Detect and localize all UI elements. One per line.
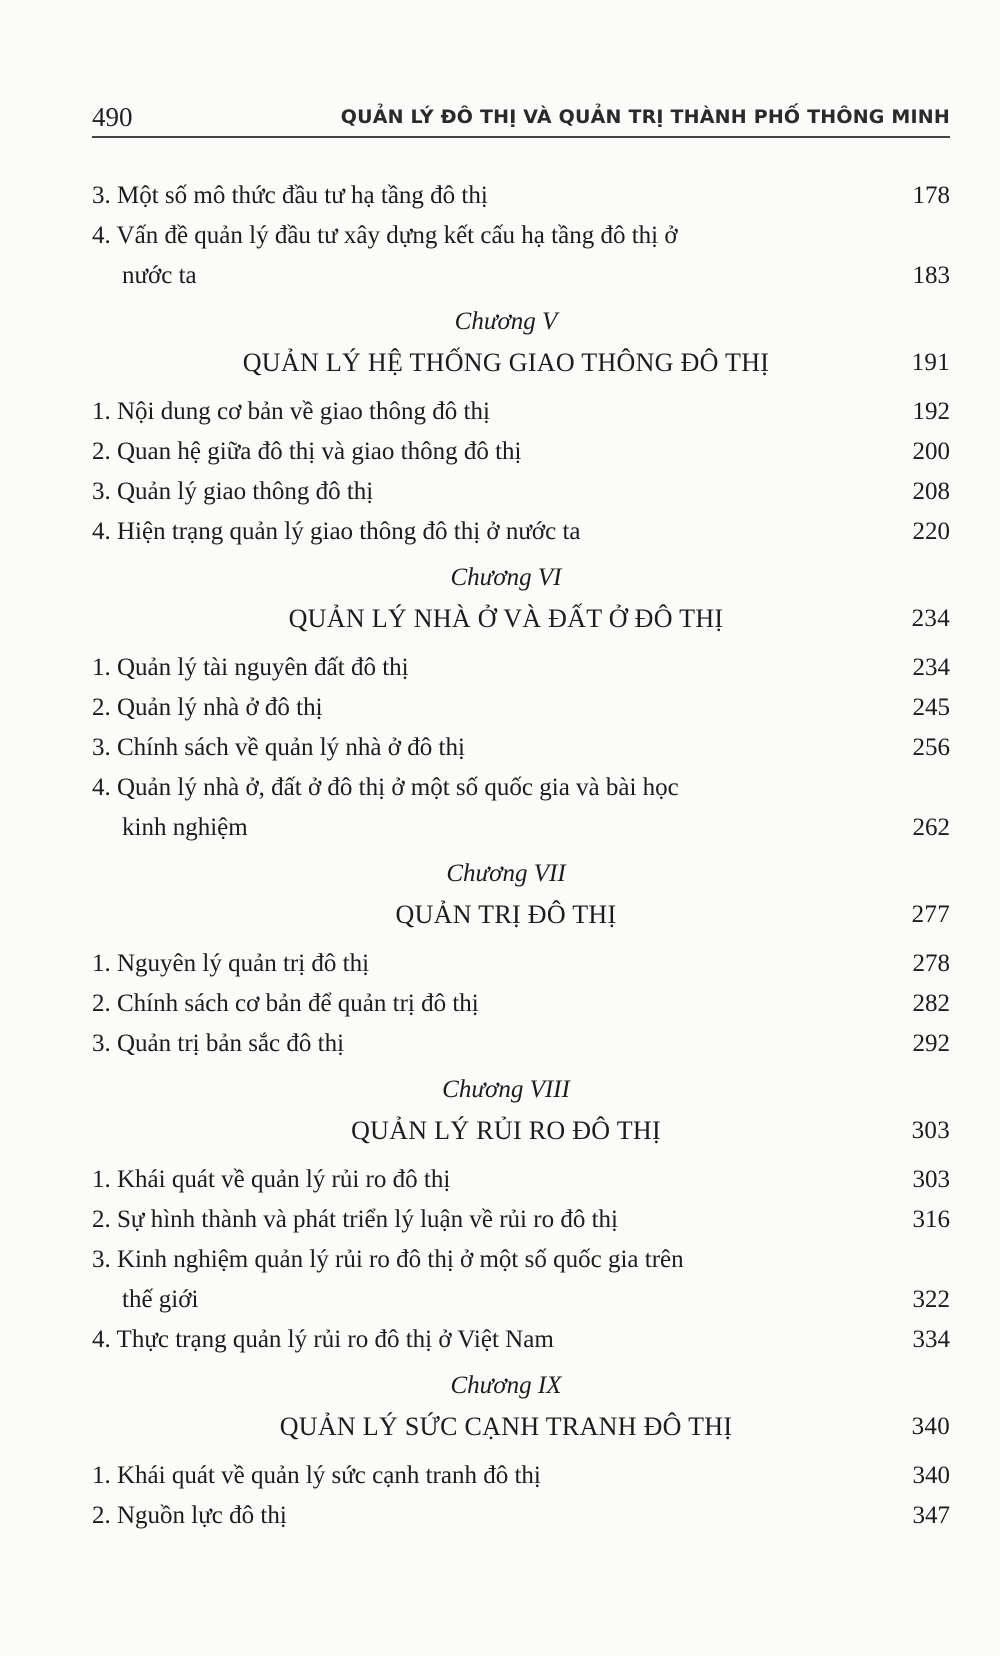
toc-entry-label: 2. Sự hình thành và phát triển lý luận về rủi ro đô thị — [92, 1206, 618, 1233]
toc-entry-label: 3. Quản trị bản sắc đô thị — [92, 1030, 345, 1057]
toc-entry-label: 1. Nội dung cơ bản về giao thông đô thị — [92, 398, 490, 425]
toc-entry-label: 3. Quản lý giao thông đô thị — [92, 478, 374, 505]
toc-entry-page: 234 — [912, 654, 950, 681]
toc-entry — [92, 984, 950, 1024]
toc-entry-page: 245 — [912, 694, 950, 721]
toc-entry-page: 303 — [912, 1166, 950, 1193]
toc-entry-page: 200 — [912, 438, 950, 465]
toc-entry-label: 4. Thực trạng quản lý rủi ro đô thị ở Việt Nam — [92, 1326, 554, 1353]
chapter-title-text: QUẢN LÝ NHÀ Ở VÀ ĐẤT Ở ĐÔ THỊ — [288, 604, 724, 633]
toc-entry-page: 292 — [912, 1030, 950, 1057]
page-header — [92, 96, 950, 138]
toc-entry-label: 2. Quản lý nhà ở đô thị — [92, 694, 323, 721]
table-of-contents — [92, 176, 950, 1536]
chapter-title — [92, 598, 950, 640]
toc-entry — [92, 688, 950, 728]
toc-entry — [92, 1160, 950, 1200]
toc-entry — [92, 392, 950, 432]
chapter-label: Chương VI — [450, 564, 562, 591]
toc-entry-label-line1: 3. Kinh nghiệm quản lý rủi ro đô thị ở một số quốc gia trên — [92, 1246, 684, 1273]
toc-entry — [92, 472, 950, 512]
toc-entry-page: 282 — [912, 990, 950, 1017]
chapter-title-text: QUẢN LÝ RỦI RO ĐÔ THỊ — [351, 1116, 661, 1145]
toc-entry-label: 2. Quan hệ giữa đô thị và giao thông đô thị — [92, 438, 522, 465]
toc-entry-page: 278 — [912, 950, 950, 977]
chapter-page: 234 — [911, 605, 950, 632]
toc-entry-page: 192 — [912, 398, 950, 425]
chapter-title-text: QUẢN LÝ HỆ THỐNG GIAO THÔNG ĐÔ THỊ — [242, 348, 770, 377]
toc-entry-label-line2: nước ta — [122, 262, 197, 289]
running-title: QUẢN LÝ ĐÔ THỊ VÀ QUẢN TRỊ THÀNH PHỐ THÔNG MINH — [340, 106, 950, 128]
toc-entry — [92, 1496, 950, 1536]
chapter-label: Chương VII — [446, 860, 566, 887]
toc-entry — [92, 512, 950, 552]
toc-entry-label-line1: 4. Vấn đề quản lý đầu tư xây dựng kết cấu hạ tầng đô thị ở — [92, 222, 678, 249]
toc-entry-page: 334 — [912, 1326, 950, 1353]
toc-entry-page: 322 — [912, 1286, 950, 1313]
toc-entry-label-line1: 4. Quản lý nhà ở, đất ở đô thị ở một số quốc gia và bài học — [92, 774, 679, 801]
chapter-title-text: QUẢN TRỊ ĐÔ THỊ — [395, 900, 617, 929]
chapter-page: 340 — [911, 1413, 950, 1440]
chapter-title — [92, 1110, 950, 1152]
chapter-page: 191 — [911, 349, 950, 376]
toc-entry-page: 262 — [912, 814, 950, 841]
page-number: 490 — [92, 102, 133, 132]
toc-entry — [92, 216, 950, 296]
chapter-title — [92, 342, 950, 384]
toc-entry-label — [92, 768, 950, 848]
toc-entry-page: 220 — [912, 518, 950, 545]
toc-entry — [92, 944, 950, 984]
toc-entry-page: 208 — [912, 478, 950, 505]
toc-entry-page: 178 — [912, 182, 950, 209]
toc-entry-page: 316 — [912, 1206, 950, 1233]
chapter-title-text: QUẢN LÝ SỨC CẠNH TRANH ĐÔ THỊ — [279, 1412, 733, 1441]
toc-entry — [92, 768, 950, 848]
toc-entry — [92, 1320, 950, 1360]
chapter-label: Chương VIII — [442, 1076, 570, 1103]
toc-entry — [92, 648, 950, 688]
toc-entry-label — [92, 1240, 950, 1320]
toc-entry-label: 3. Một số mô thức đầu tư hạ tầng đô thị — [92, 182, 488, 209]
toc-entry — [92, 1200, 950, 1240]
toc-entry-page: 347 — [912, 1502, 950, 1529]
toc-entry-page: 183 — [912, 262, 950, 289]
toc-entry — [92, 176, 950, 216]
chapter-label: Chương IX — [450, 1372, 562, 1399]
toc-entry — [92, 1024, 950, 1064]
toc-entry-page: 340 — [912, 1462, 950, 1489]
toc-entry — [92, 1456, 950, 1496]
toc-entry-label: 2. Chính sách cơ bản để quản trị đô thị — [92, 990, 479, 1017]
chapter-page: 277 — [911, 901, 950, 928]
toc-entry — [92, 1240, 950, 1320]
toc-entry-label: 4. Hiện trạng quản lý giao thông đô thị ở nước ta — [92, 518, 581, 545]
toc-entry-label: 2. Nguồn lực đô thị — [92, 1502, 287, 1529]
toc-entry-label — [92, 216, 950, 296]
toc-entry-label-line2: kinh nghiệm — [122, 814, 248, 841]
toc-entry-label: 1. Khái quát về quản lý sức cạnh tranh đô thị — [92, 1462, 541, 1489]
toc-entry-label-line2: thế giới — [122, 1286, 199, 1313]
chapter-title — [92, 1406, 950, 1448]
chapter-label: Chương V — [454, 308, 558, 335]
toc-entry-label: 1. Quản lý tài nguyên đất đô thị — [92, 654, 409, 681]
chapter-page: 303 — [911, 1117, 950, 1144]
toc-entry-label: 1. Khái quát về quản lý rủi ro đô thị — [92, 1166, 451, 1193]
toc-entry-label: 3. Chính sách về quản lý nhà ở đô thị — [92, 734, 465, 761]
toc-entry-page: 256 — [912, 734, 950, 761]
toc-entry — [92, 432, 950, 472]
chapter-title — [92, 894, 950, 936]
toc-entry — [92, 728, 950, 768]
toc-entry-label: 1. Nguyên lý quản trị đô thị — [92, 950, 370, 977]
